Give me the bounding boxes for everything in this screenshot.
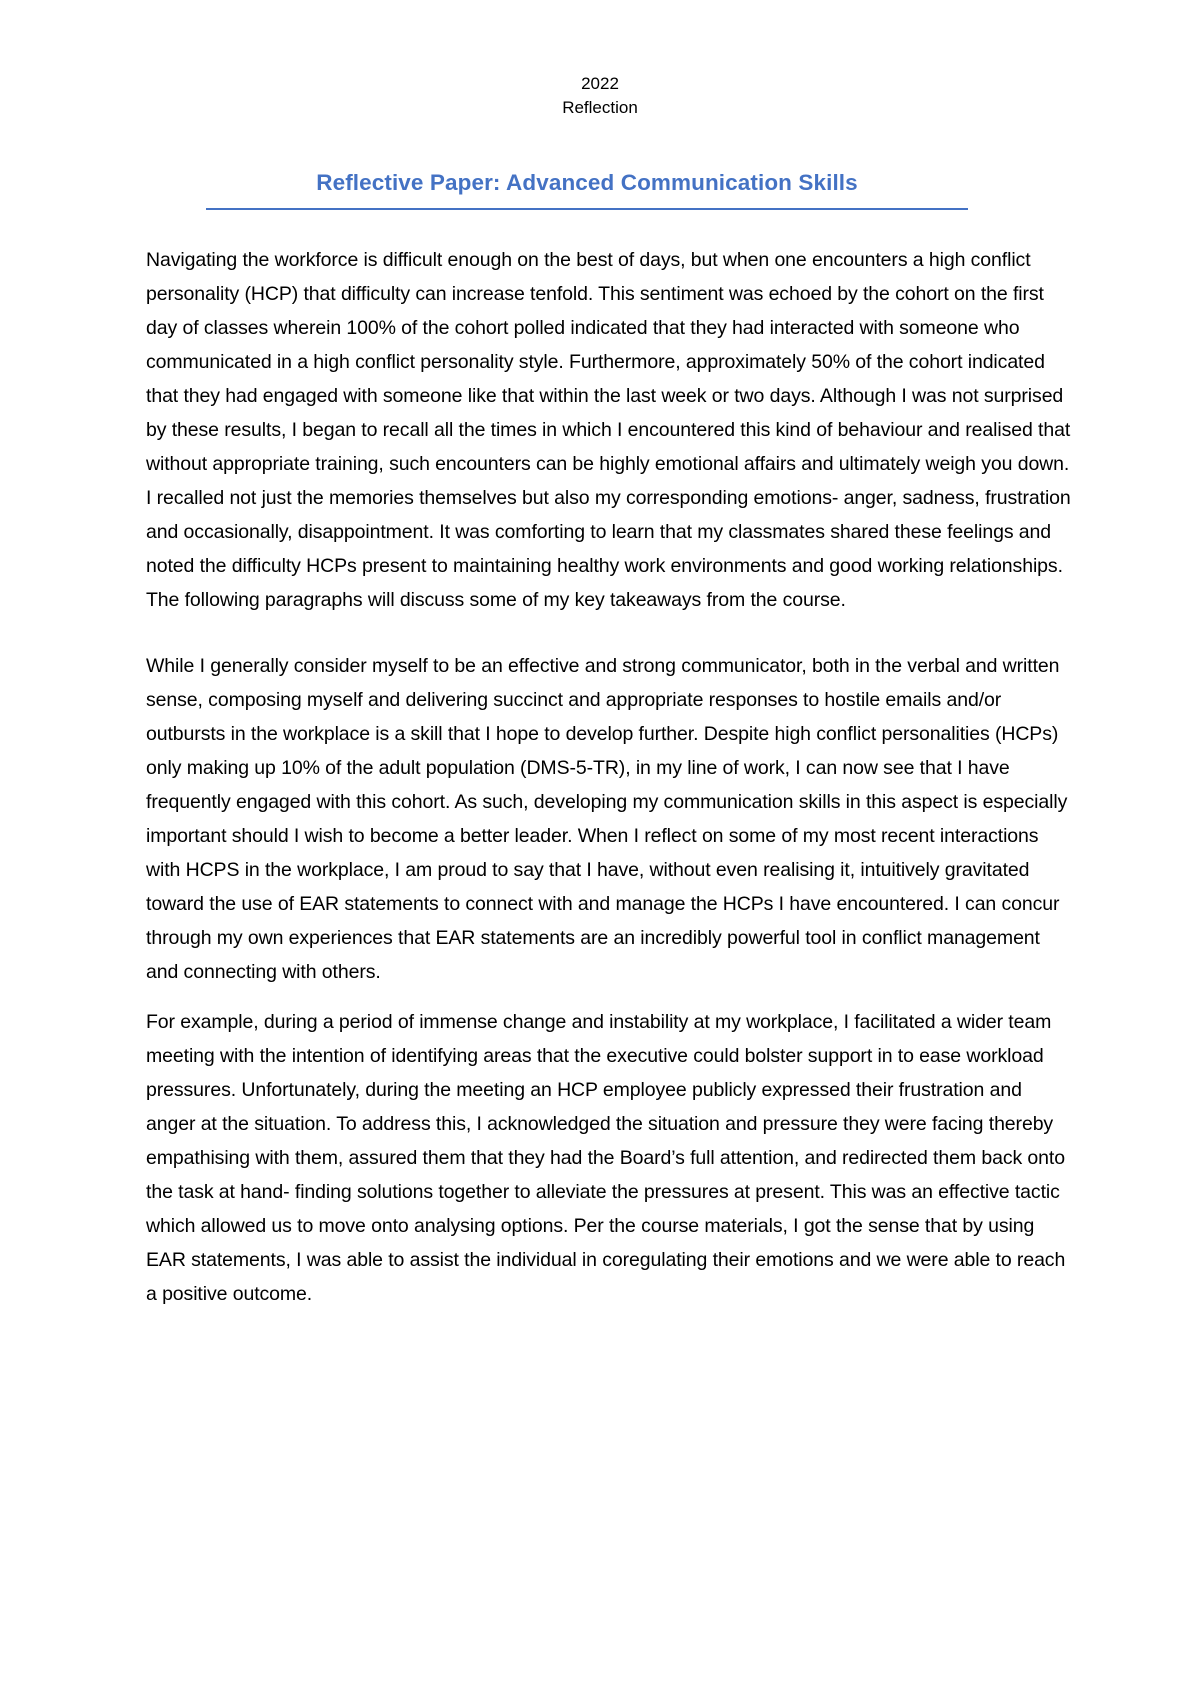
page-header (0, 72, 1200, 120)
title-block (206, 168, 968, 210)
header-year: 2022 (581, 74, 619, 93)
header-label: Reflection (562, 98, 638, 117)
document-title: Reflective Paper: Advanced Communication Skills (316, 170, 858, 195)
document-body (146, 243, 1071, 1311)
body-paragraph-2: While I generally consider myself to be an effective and strong communicator, both in the verbal and written sense, composing myself and delivering succinct and appropriate responses to hostile emails and/or outbursts in the workplace is a skill that I hope to develop further. Despite high conflict personalities (HCPs) only making up 10% of the adult population (DMS-5-TR), in my line of work, I can now see that I have frequently engaged with this cohort. As such, developing my communication skills in this aspect is especially important should I wish to become a better leader. When I reflect on some of my most recent interactions with HCPS in the workplace, I am proud to say that I have, without even realising it, intuitively gravitated toward the use of EAR statements to connect with and manage the HCPs I have encountered. I can concur through my own experiences that EAR statements are an incredibly powerful tool in conflict management and connecting with others. (146, 655, 1068, 983)
title-underline-rule (206, 208, 968, 210)
body-paragraph-3: For example, during a period of immense change and instability at my workplace, I facilitated a wider team meeting with the intention of identifying areas that the executive could bolster support in to ease workload pressures. Unfortunately, during the meeting an HCP employee publicly expressed their frustration and anger at the situation. To address this, I acknowledged the situation and pressure they were facing thereby empathising with them, assured them that they had the Board’s full attention, and redirected them back onto the task at hand- finding solutions together to alleviate the pressures at present. This was an effective tactic which allowed us to move onto analysing options. Per the course materials, I got the sense that by using EAR statements, I was able to assist the individual in coregulating their emotions and we were able to reach a positive outcome. (146, 1011, 1066, 1305)
body-paragraph-1: Navigating the workforce is difficult enough on the best of days, but when one encounters a high conflict personality (HCP) that difficulty can increase tenfold. This sentiment was echoed by the cohort on the first day of classes wherein 100% of the cohort polled indicated that they had interacted with someone who communicated in a high conflict personality style. Furthermore, approximately 50% of the cohort indicated that they had engaged with someone like that within the last week or two days. Although I was not surprised by these results, I began to recall all the times in which I encountered this kind of behaviour and realised that without appropriate training, such encounters can be highly emotional affairs and ultimately weigh you down. I recalled not just the memories themselves but also my corresponding emotions- anger, sadness, frustration and occasionally, disappointment. It was comforting to learn that my classmates shared these feelings and noted the difficulty HCPs present to maintaining healthy work environments and good working relationships. The following paragraphs will discuss some of my key takeaways from the course. (146, 249, 1071, 611)
